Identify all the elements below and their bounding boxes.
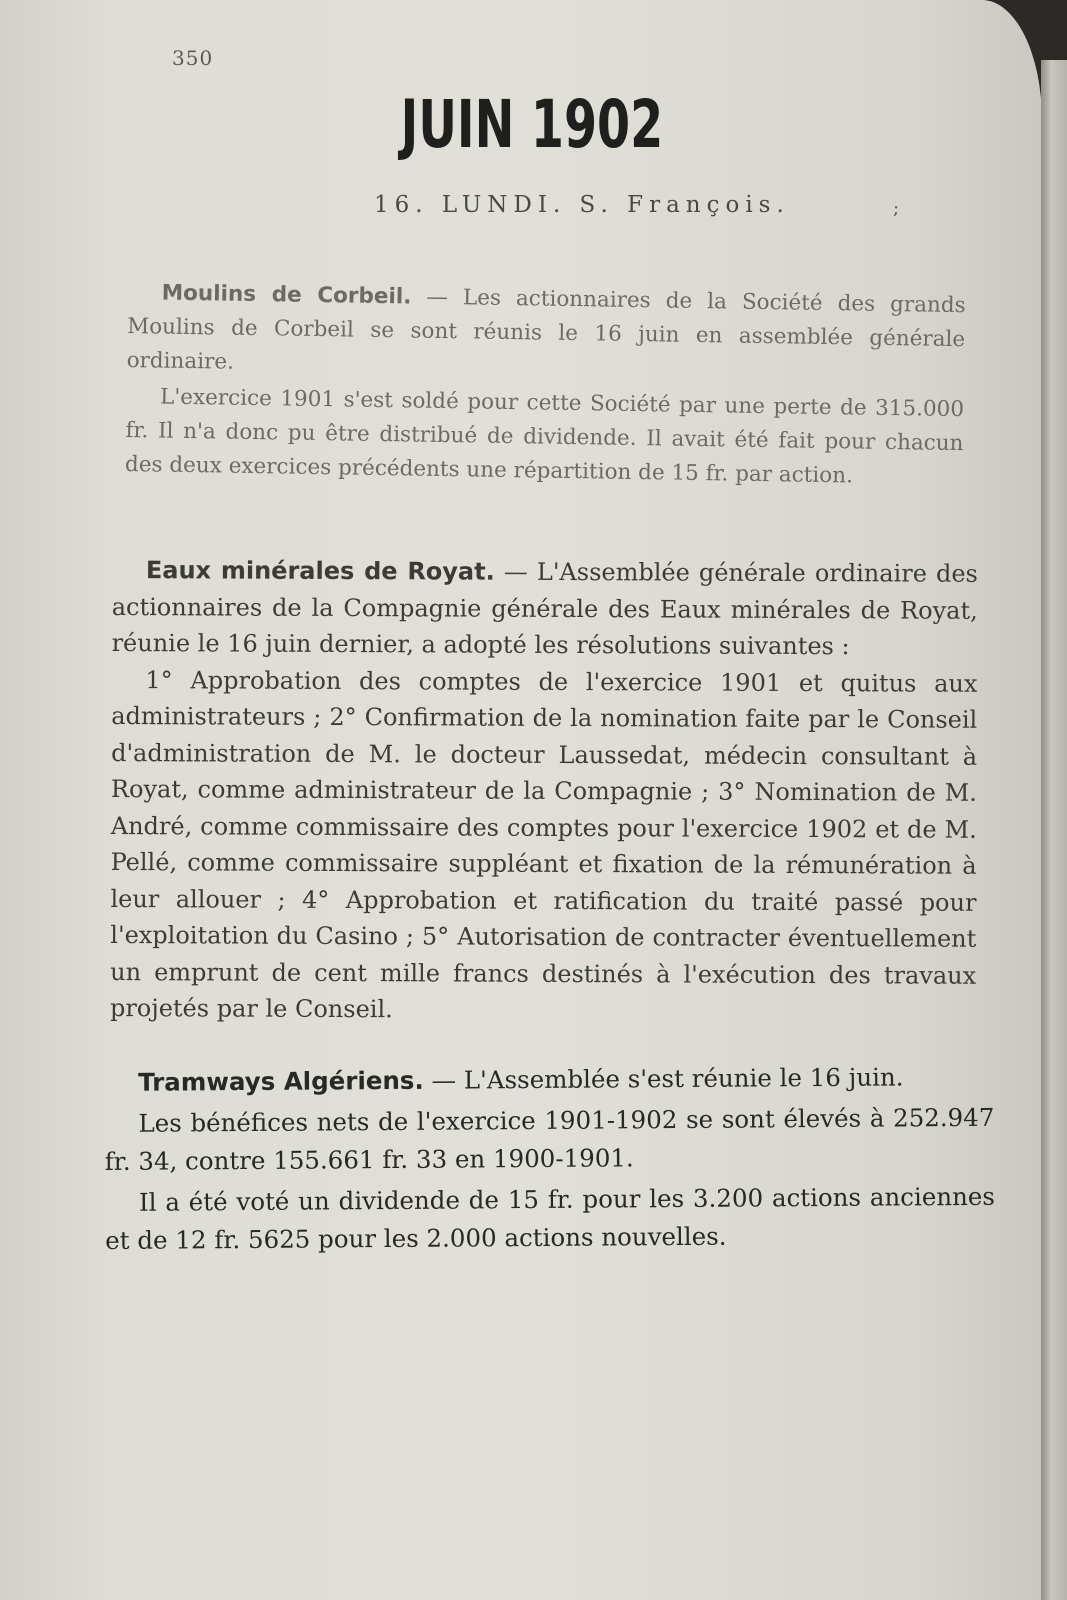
article-tramways-algeriens: [104, 1058, 995, 1261]
article-paragraph: [104, 1058, 994, 1103]
day-mark: ;: [893, 198, 900, 219]
article-lead-text: — L'Assemblée générale ordinaire des actionnaires de la Compagnie générale des Eaux minérales de Royat, réunie le 16 juin dernier, a adopté les résolutions suivantes :: [111, 557, 978, 661]
article-paragraph: L'exercice 1901 s'est soldé pour cette Société par une perte de 315.000 fr. Il n'a donc pu être distribué de dividende. Il avait été fait pour chacun des deux exercices précédents une répartition de 15 fr. par action.: [124, 384, 965, 489]
article-paragraph: Il a été voté un dividende de 15 fr. pour les 3.200 actions anciennes et de 12 fr. 5625 pour les 2.000 actions nouvelles.: [105, 1181, 996, 1255]
day-heading: 16. LUNDI. S. François.: [374, 192, 790, 218]
page-edge: [1041, 60, 1067, 1600]
article-heading: Moulins de Corbeil.: [161, 280, 412, 310]
article-paragraph: Les bénéfices nets de l'exercice 1901-1902 se sont élevés à 252.947 fr. 34, contre 155.661 fr. 33 en 1900-1901.: [104, 1102, 995, 1176]
article-paragraph: 1° Approbation des comptes de l'exercice 1901 et quitus aux administrateurs ; 2° Confirmation de la nomination faite par le Conseil d'administration de M. le docteur Laussedat, médecin consultant à Royat, comme administrateur de la Compagnie ; 3° Nomination de M. André, comme commissaire des comptes pour l'exercice 1902 et de M. Pellé, comme commissaire suppléant et fixation de la rémunération à leur allouer ; 4° Approbation et ratification du traité passé pour l'exploitation du Casino ; 5° Autorisation de contracter éventuellement un emprunt de cent mille francs destinés à l'exécution des travaux projetés par le Conseil.: [109, 665, 978, 1024]
article-moulins-de-corbeil: [125, 276, 966, 495]
page-title: JUIN 1902: [400, 86, 664, 163]
article-lead-text: — L'Assemblée s'est réunie le 16 juin.: [431, 1062, 904, 1095]
article-eaux-minerales-de-royat: [110, 552, 978, 1030]
article-heading: Eaux minérales de Royat.: [145, 556, 495, 586]
article-heading: Tramways Algériens.: [138, 1065, 424, 1097]
article-paragraph: [112, 552, 978, 665]
article-paragraph: [126, 276, 965, 391]
article-lead-text: — Les actionnaires de la Société des grands Moulins de Corbeil se sont réunis le 16 juin en assemblée générale ordinaire.: [126, 284, 966, 375]
page-number: 350: [172, 46, 214, 70]
